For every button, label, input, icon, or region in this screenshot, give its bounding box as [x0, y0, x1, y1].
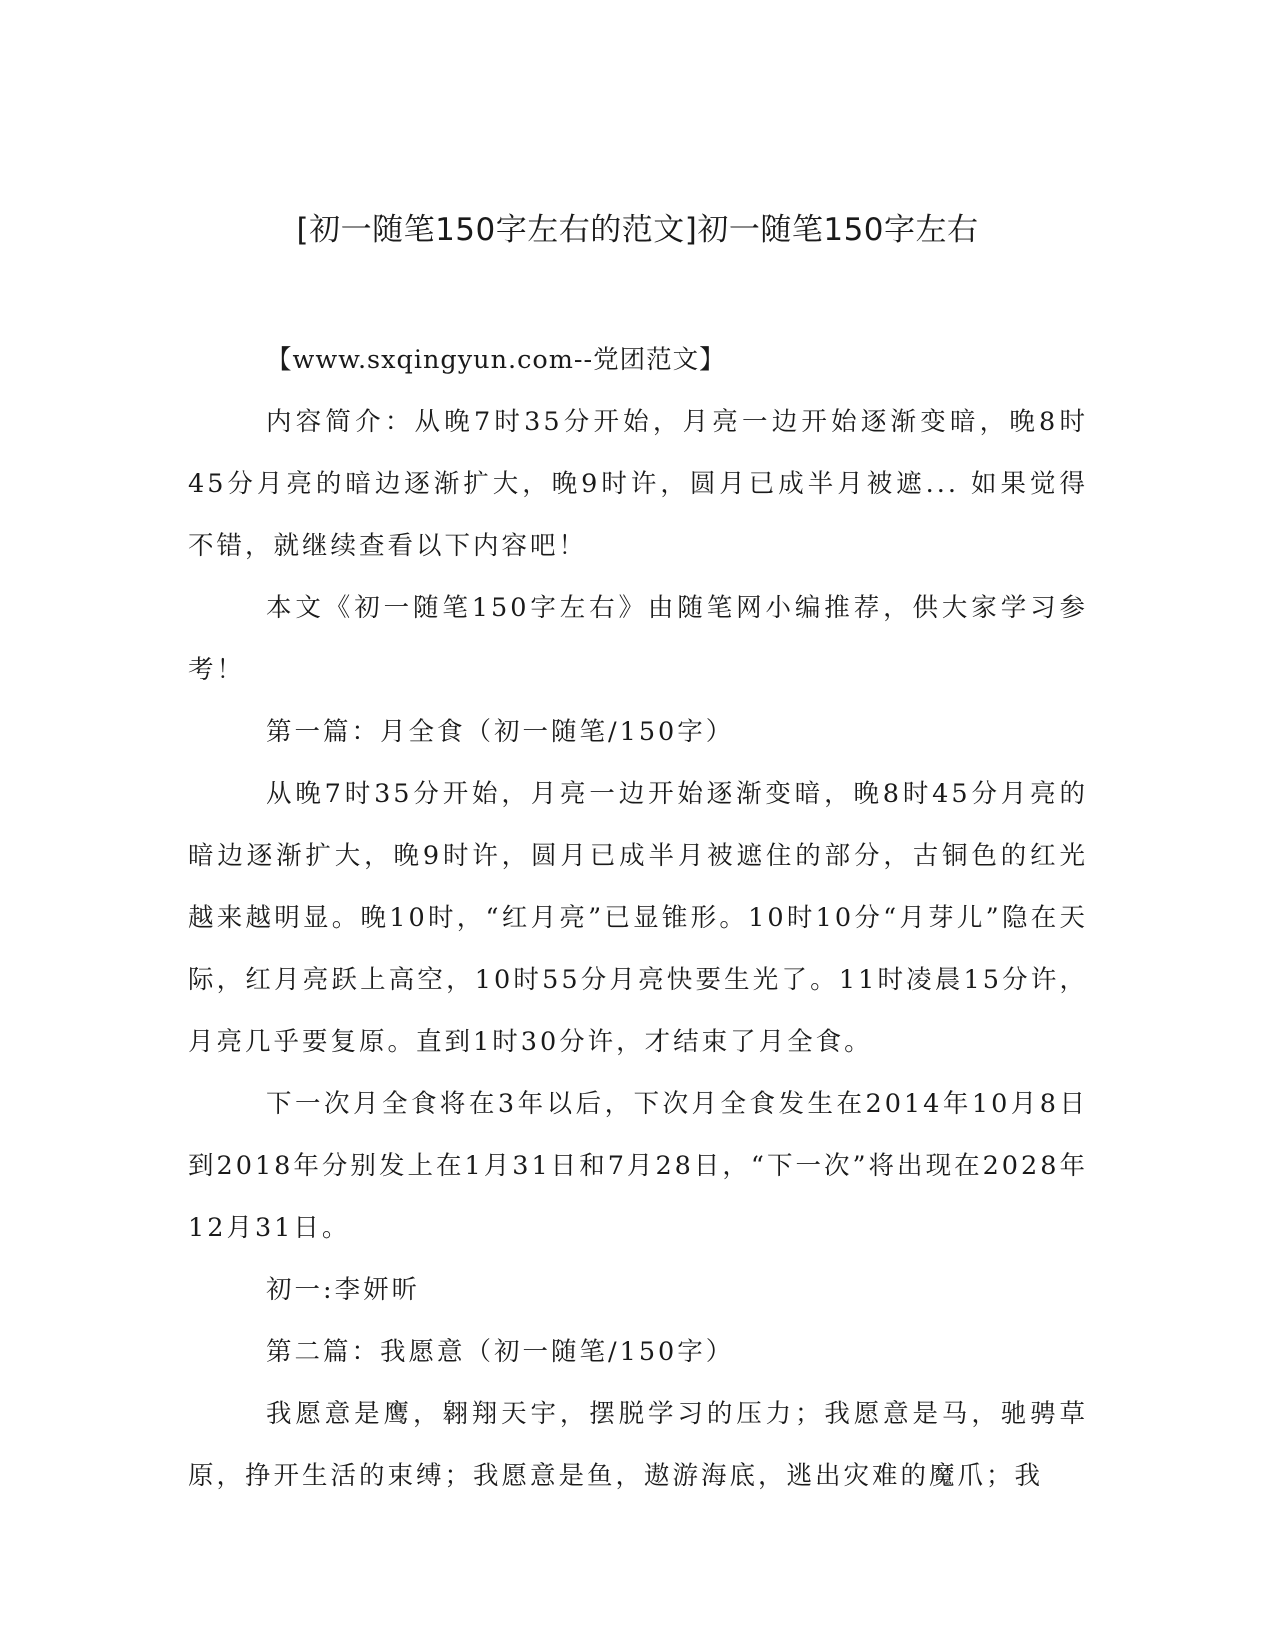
source-line: 【www.sxqingyun.com--党团范文】	[266, 345, 726, 375]
document-body	[188, 329, 1088, 1507]
paragraph-willing: 我愿意是鹰，翱翔天宇，摆脱学习的压力；我愿意是马，驰骋草原，挣开生活的束缚；我愿意是鱼，遨游海底，逃出灾难的魔爪；我	[188, 1399, 1088, 1491]
paragraph-next-eclipse: 下一次月全食将在3年以后，下次月全食发生在2014年10月8日到2018年分别发上在1月31日和7月28日，“下一次”将出现在2028年12月31日。	[188, 1089, 1088, 1243]
section-heading-1: 第一篇：月全食（初一随笔/150字）	[266, 717, 735, 747]
document-title: [初一随笔150字左右的范文]初一随笔150字左右	[296, 212, 979, 248]
section-heading-2: 第二篇：我愿意（初一随笔/150字）	[266, 1337, 735, 1367]
paragraph-recommendation: 本文《初一随笔150字左右》由随笔网小编推荐，供大家学习参考！	[188, 593, 1088, 685]
paragraph-summary: 内容简介：从晚7时35分开始，月亮一边开始逐渐变暗，晚8时45分月亮的暗边逐渐扩大，晚9时许，圆月已成半月被遮... 如果觉得不错，就继续查看以下内容吧！	[188, 407, 1088, 561]
author-line: 初一:李妍昕	[266, 1275, 421, 1305]
paragraph-eclipse: 从晚7时35分开始，月亮一边开始逐渐变暗，晚8时45分月亮的暗边逐渐扩大，晚9时许，圆月已成半月被遮住的部分，古铜色的红光越来越明显。晚10时，“红月亮”已显锥形。10时10分“月芽儿”隐在天际，红月亮跃上高空，10时55分月亮快要生光了。11时凌晨15分许，月亮几乎要复原。直到1时30分许，才结束了月全食。	[188, 779, 1088, 1057]
